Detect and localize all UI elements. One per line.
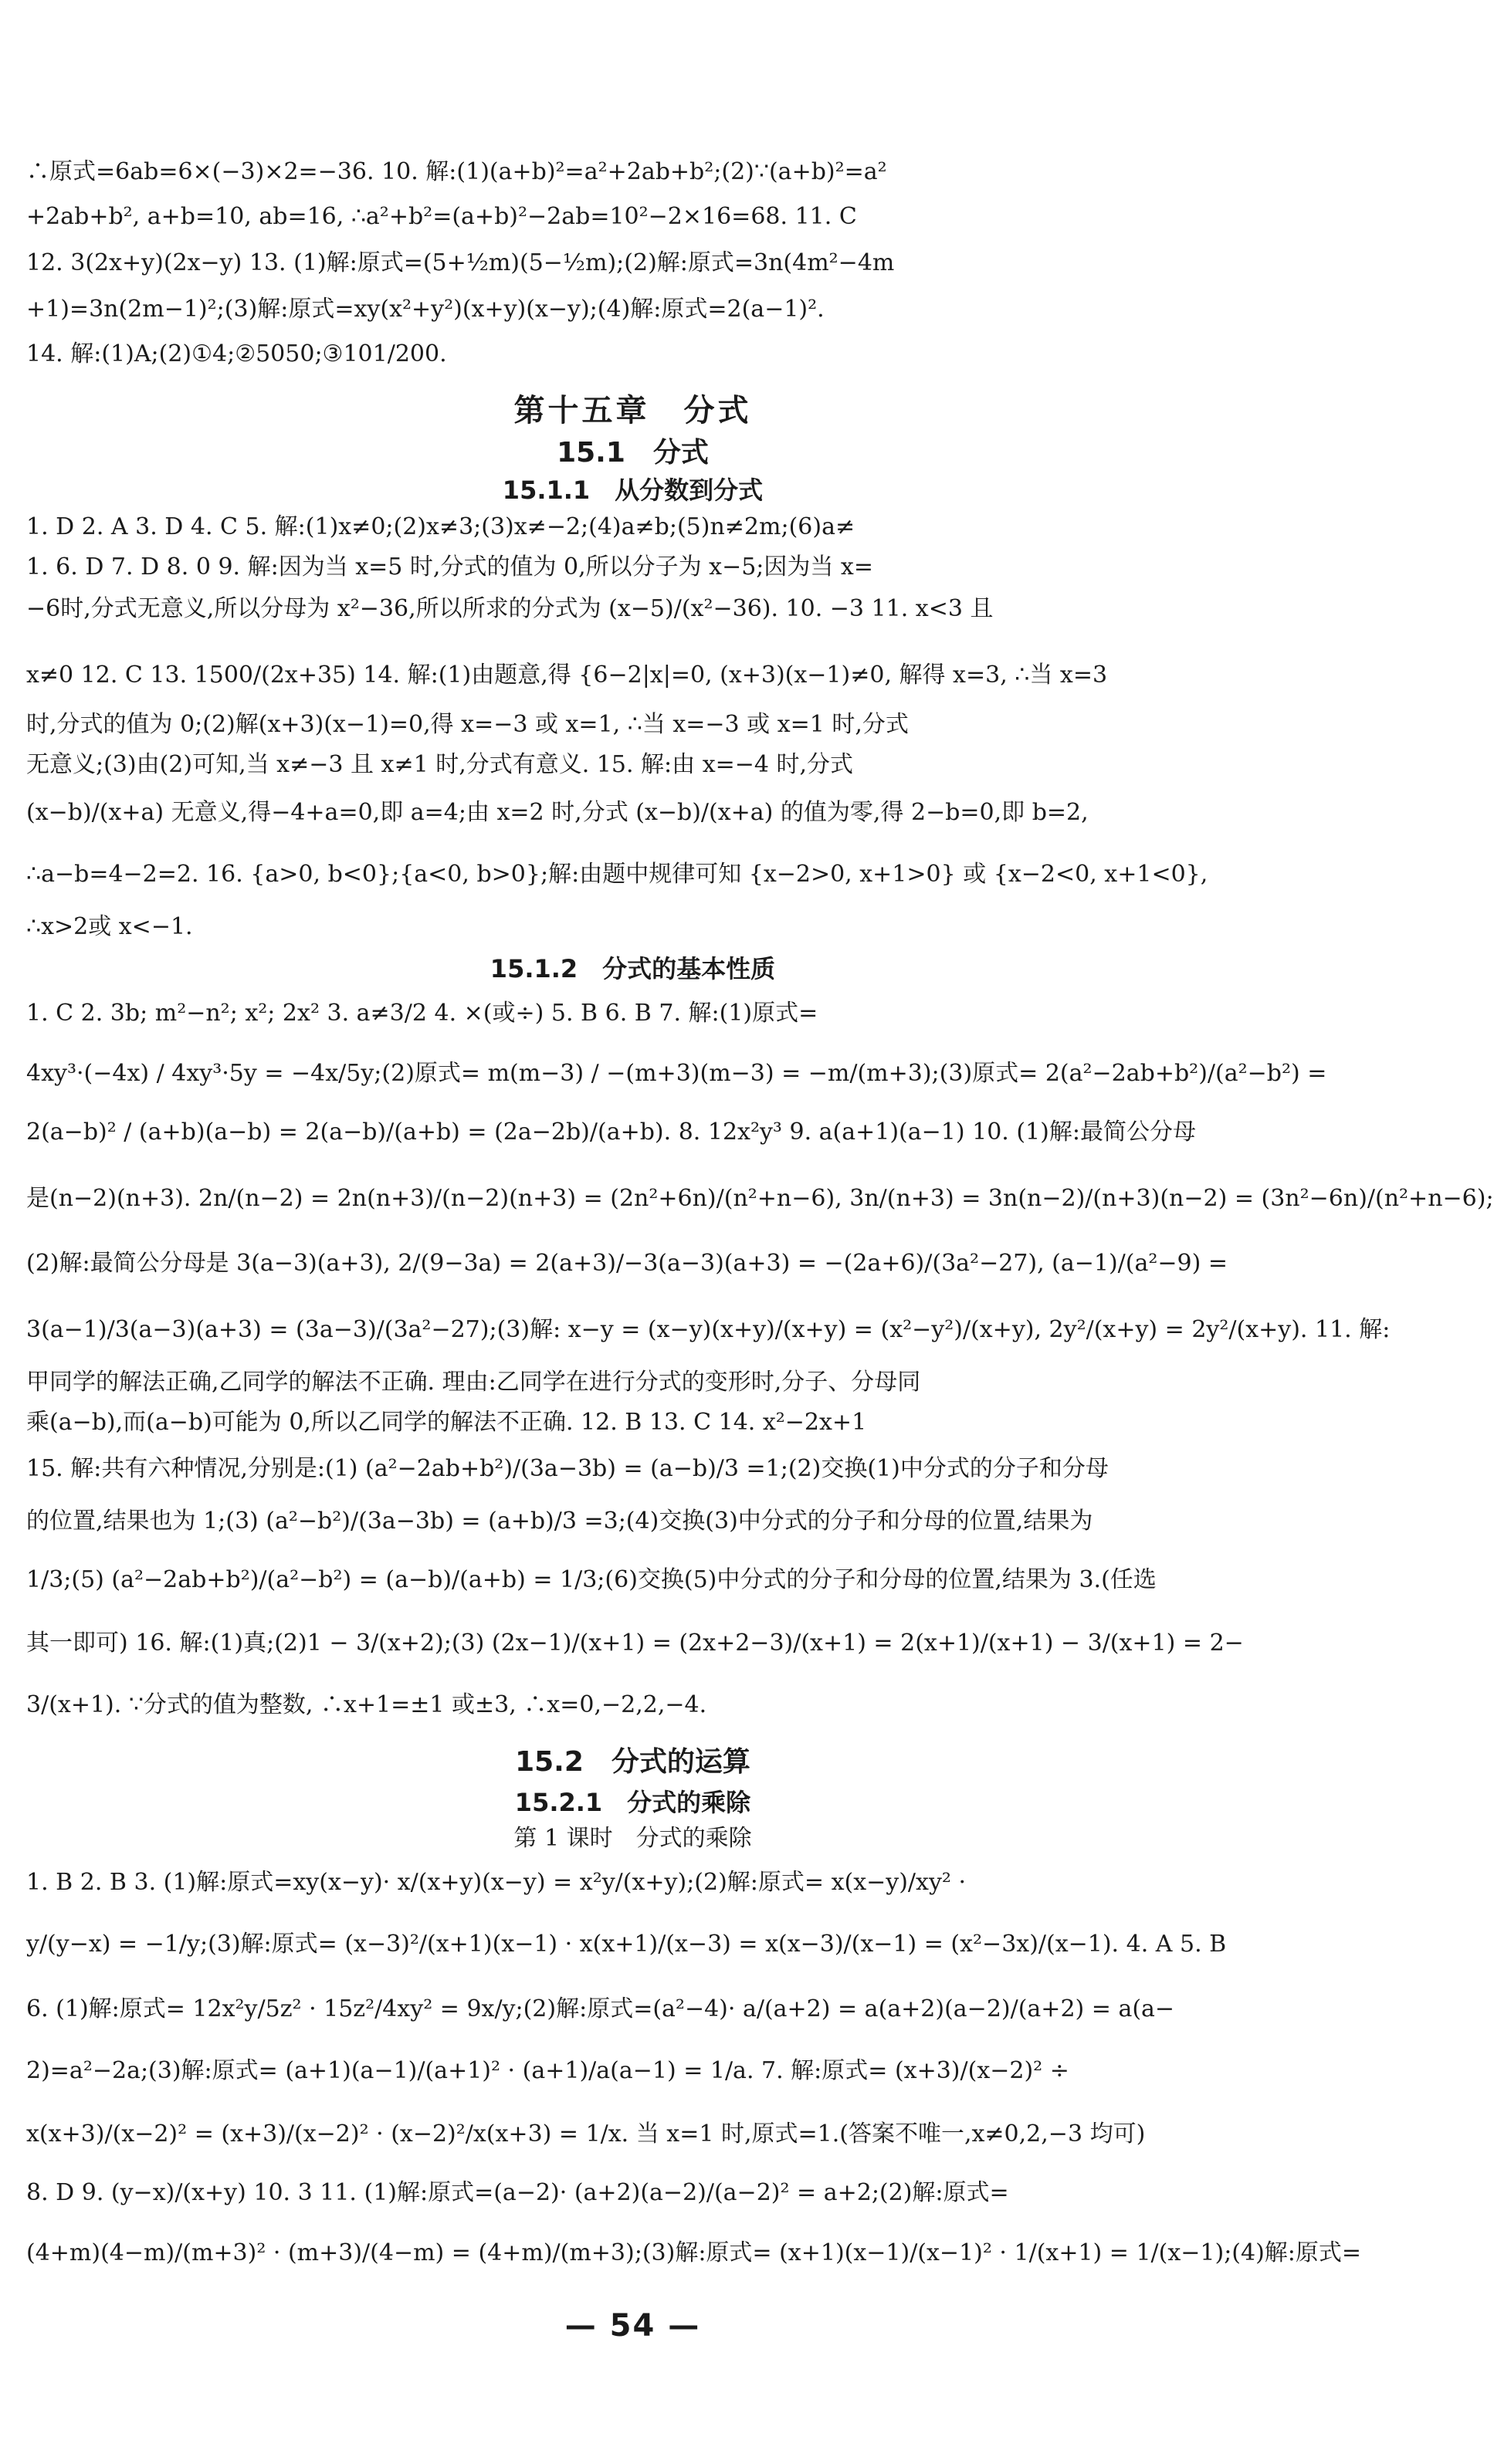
text-line: 甲同学的解法正确,乙同学的解法不正确. 理由:乙同学在进行分式的变形时,分子、分母同 xyxy=(26,1369,921,1396)
text-line: 14. 解:(1)A;(2)①4;②5050;③101/200. xyxy=(26,340,447,367)
text-line: 其一即可) 16. 解:(1)真;(2)1 − 3/(x+2);(3) (2x−1)/(x+1) = (2x+2−3)/(x+1) = 2(x+1)/(x+1) − 3/(x+1) = 2− xyxy=(26,1630,1244,1657)
section-title: 15.2 分式的运算 xyxy=(515,1746,750,1778)
text-line: 的位置,结果也为 1;(3) (a²−b²)/(3a−3b) = (a+b)/3 =3;(4)交换(3)中分式的分子和分母的位置,结果为 xyxy=(26,1508,1093,1535)
text-line: x≠0 12. C 13. 1500/(2x+35) 14. 解:(1)由题意,得 {6−2|x|=0, (x+3)(x−1)≠0, 解得 x=3, ∴当 x=3 xyxy=(26,662,1108,689)
text-line: ∴x>2或 x<−1. xyxy=(26,913,193,940)
text-line: 2(a−b)² / (a+b)(a−b) = 2(a−b)/(a+b) = (2a−2b)/(a+b). 8. 12x²y³ 9. a(a+1)(a−1) 10. (1)解:最简公分母 xyxy=(26,1119,1196,1146)
text-line: 3(a−1)/3(a−3)(a+3) = (3a−3)/(3a²−27);(3)解: x−y = (x−y)(x+y)/(x+y) = (x²−y²)/(x+y), 2y²/(x+y) = 2y²/(x+y). 11. 解: xyxy=(26,1316,1391,1343)
text-line: 1/3;(5) (a²−2ab+b²)/(a²−b²) = (a−b)/(a+b) = 1/3;(6)交换(5)中分式的分子和分母的位置,结果为 3.(任选 xyxy=(26,1566,1157,1593)
text-line: 1. B 2. B 3. (1)解:原式=xy(x−y)· x/(x+y)(x−y) = x²y/(x+y);(2)解:原式= x(x−y)/xy² · xyxy=(26,1869,966,1896)
text-line: x(x+3)/(x−2)² = (x+3)/(x−2)² · (x−2)²/x(x+3) = 1/x. 当 x=1 时,原式=1.(答案不唯一,x≠0,2,−3 均可) xyxy=(26,2120,1146,2148)
text-line: −6时,分式无意义,所以分母为 x²−36,所以所求的分式为 (x−5)/(x²−36). 10. −3 11. x<3 且 xyxy=(26,595,994,622)
subsection-title: 15.2.1 分式的乘除 xyxy=(514,1788,751,1817)
text-line: 乘(a−b),而(a−b)可能为 0,所以乙同学的解法不正确. 12. B 13. C 14. x²−2x+1 xyxy=(26,1409,867,1436)
text-line: +1)=3n(2m−1)²;(3)解:原式=xy(x²+y²)(x+y)(x−y);(4)解:原式=2(a−1)². xyxy=(26,296,825,323)
text-line: (4+m)(4−m)/(m+3)² · (m+3)/(4−m) = (4+m)/(m+3);(3)解:原式= (x+1)(x−1)/(x−1)² · 1/(x+1) = 1/(x−1);(4)解:原式= xyxy=(26,2239,1362,2266)
text-line: 15. 解:共有六种情况,分别是:(1) (a²−2ab+b²)/(3a−3b) = (a−b)/3 =1;(2)交换(1)中分式的分子和分母 xyxy=(26,1455,1109,1482)
text-line: 6. (1)解:原式= 12x²y/5z² · 15z²/4xy² = 9x/y;(2)解:原式=(a²−4)· a/(a+2) = a(a+2)(a−2)/(a+2) = a(a− xyxy=(26,1995,1175,2022)
section-title: 15.1 分式 xyxy=(557,437,709,469)
text-line: (2)解:最简公分母是 3(a−3)(a+3), 2/(9−3a) = 2(a+3)/−3(a−3)(a+3) = −(2a+6)/(3a²−27), (a−1)/(a²−9) = xyxy=(26,1250,1228,1277)
text-line: ∴a−b=4−2=2. 16. {a>0, b<0};{a<0, b>0};解:由题中规律可知 {x−2>0, x+1>0} 或 {x−2<0, x+1<0}, xyxy=(26,861,1208,888)
text-line: 3/(x+1). ∵分式的值为整数, ∴x+1=±1 或±3, ∴x=0,−2,2,−4. xyxy=(26,1691,707,1718)
text-line: (x−b)/(x+a) 无意义,得−4+a=0,即 a=4;由 x=2 时,分式 (x−b)/(x+a) 的值为零,得 2−b=0,即 b=2, xyxy=(26,799,1089,826)
text-line: 1. C 2. 3b; m²−n²; x²; 2x² 3. a≠3/2 4. ×(或÷) 5. B 6. B 7. 解:(1)原式= xyxy=(26,1000,818,1027)
chapter-title: 第十五章 分式 xyxy=(513,393,752,428)
text-line: 2)=a²−2a;(3)解:原式= (a+1)(a−1)/(a+1)² · (a+1)/a(a−1) = 1/a. 7. 解:原式= (x+3)/(x−2)² ÷ xyxy=(26,2057,1069,2084)
lesson-title: 第 1 课时 分式的乘除 xyxy=(513,1825,752,1852)
subsection-title: 15.1.1 从分数到分式 xyxy=(502,476,764,505)
text-line: 4xy³·(−4x) / 4xy³·5y = −4x/5y;(2)原式= m(m−3) / −(m+3)(m−3) = −m/(m+3);(3)原式= 2(a²−2ab+b²)/(a²−b²) = xyxy=(26,1060,1327,1087)
subsection-title: 15.1.2 分式的基本性质 xyxy=(490,954,776,983)
text-line: 8. D 9. (y−x)/(x+y) 10. 3 11. (1)解:原式=(a−2)· (a+2)(a−2)/(a−2)² = a+2;(2)解:原式= xyxy=(26,2179,1009,2206)
text-line: 时,分式的值为 0;(2)解(x+3)(x−1)=0,得 x=−3 或 x=1, ∴当 x=−3 或 x=1 时,分式 xyxy=(26,711,909,738)
text-line: +2ab+b², a+b=10, ab=16, ∴a²+b²=(a+b)²−2ab=10²−2×16=68. 11. C xyxy=(26,203,857,230)
text-line: 无意义;(3)由(2)可知,当 x≠−3 且 x≠1 时,分式有意义. 15. 解:由 x=−4 时,分式 xyxy=(26,751,854,778)
page-number: — 54 — xyxy=(564,2308,701,2344)
text-line: 1. D 2. A 3. D 4. C 5. 解:(1)x≠0;(2)x≠3;(3)x≠−2;(4)a≠b;(5)n≠2m;(6)a≠ xyxy=(26,513,855,540)
text-line: 是(n−2)(n+3). 2n/(n−2) = 2n(n+3)/(n−2)(n+3) = (2n²+6n)/(n²+n−6), 3n/(n+3) = 3n(n−2)/(n+3)(n−2) = (3n²−6n)/(n²+n−6); xyxy=(26,1185,1494,1212)
text-line: 12. 3(2x+y)(2x−y) 13. (1)解:原式=(5+½m)(5−½m);(2)解:原式=3n(4m²−4m xyxy=(26,249,895,276)
text-line: 1. 6. D 7. D 8. 0 9. 解:因为当 x=5 时,分式的值为 0,所以分子为 x−5;因为当 x= xyxy=(26,553,873,580)
text-line: y/(y−x) = −1/y;(3)解:原式= (x−3)²/(x+1)(x−1) · x(x+1)/(x−3) = x(x−3)/(x−1) = (x²−3x)/(x−1). 4. A 5. B xyxy=(26,1931,1227,1958)
text-line: ∴原式=6ab=6×(−3)×2=−36. 10. 解:(1)(a+b)²=a²+2ab+b²;(2)∵(a+b)²=a² xyxy=(26,158,887,185)
